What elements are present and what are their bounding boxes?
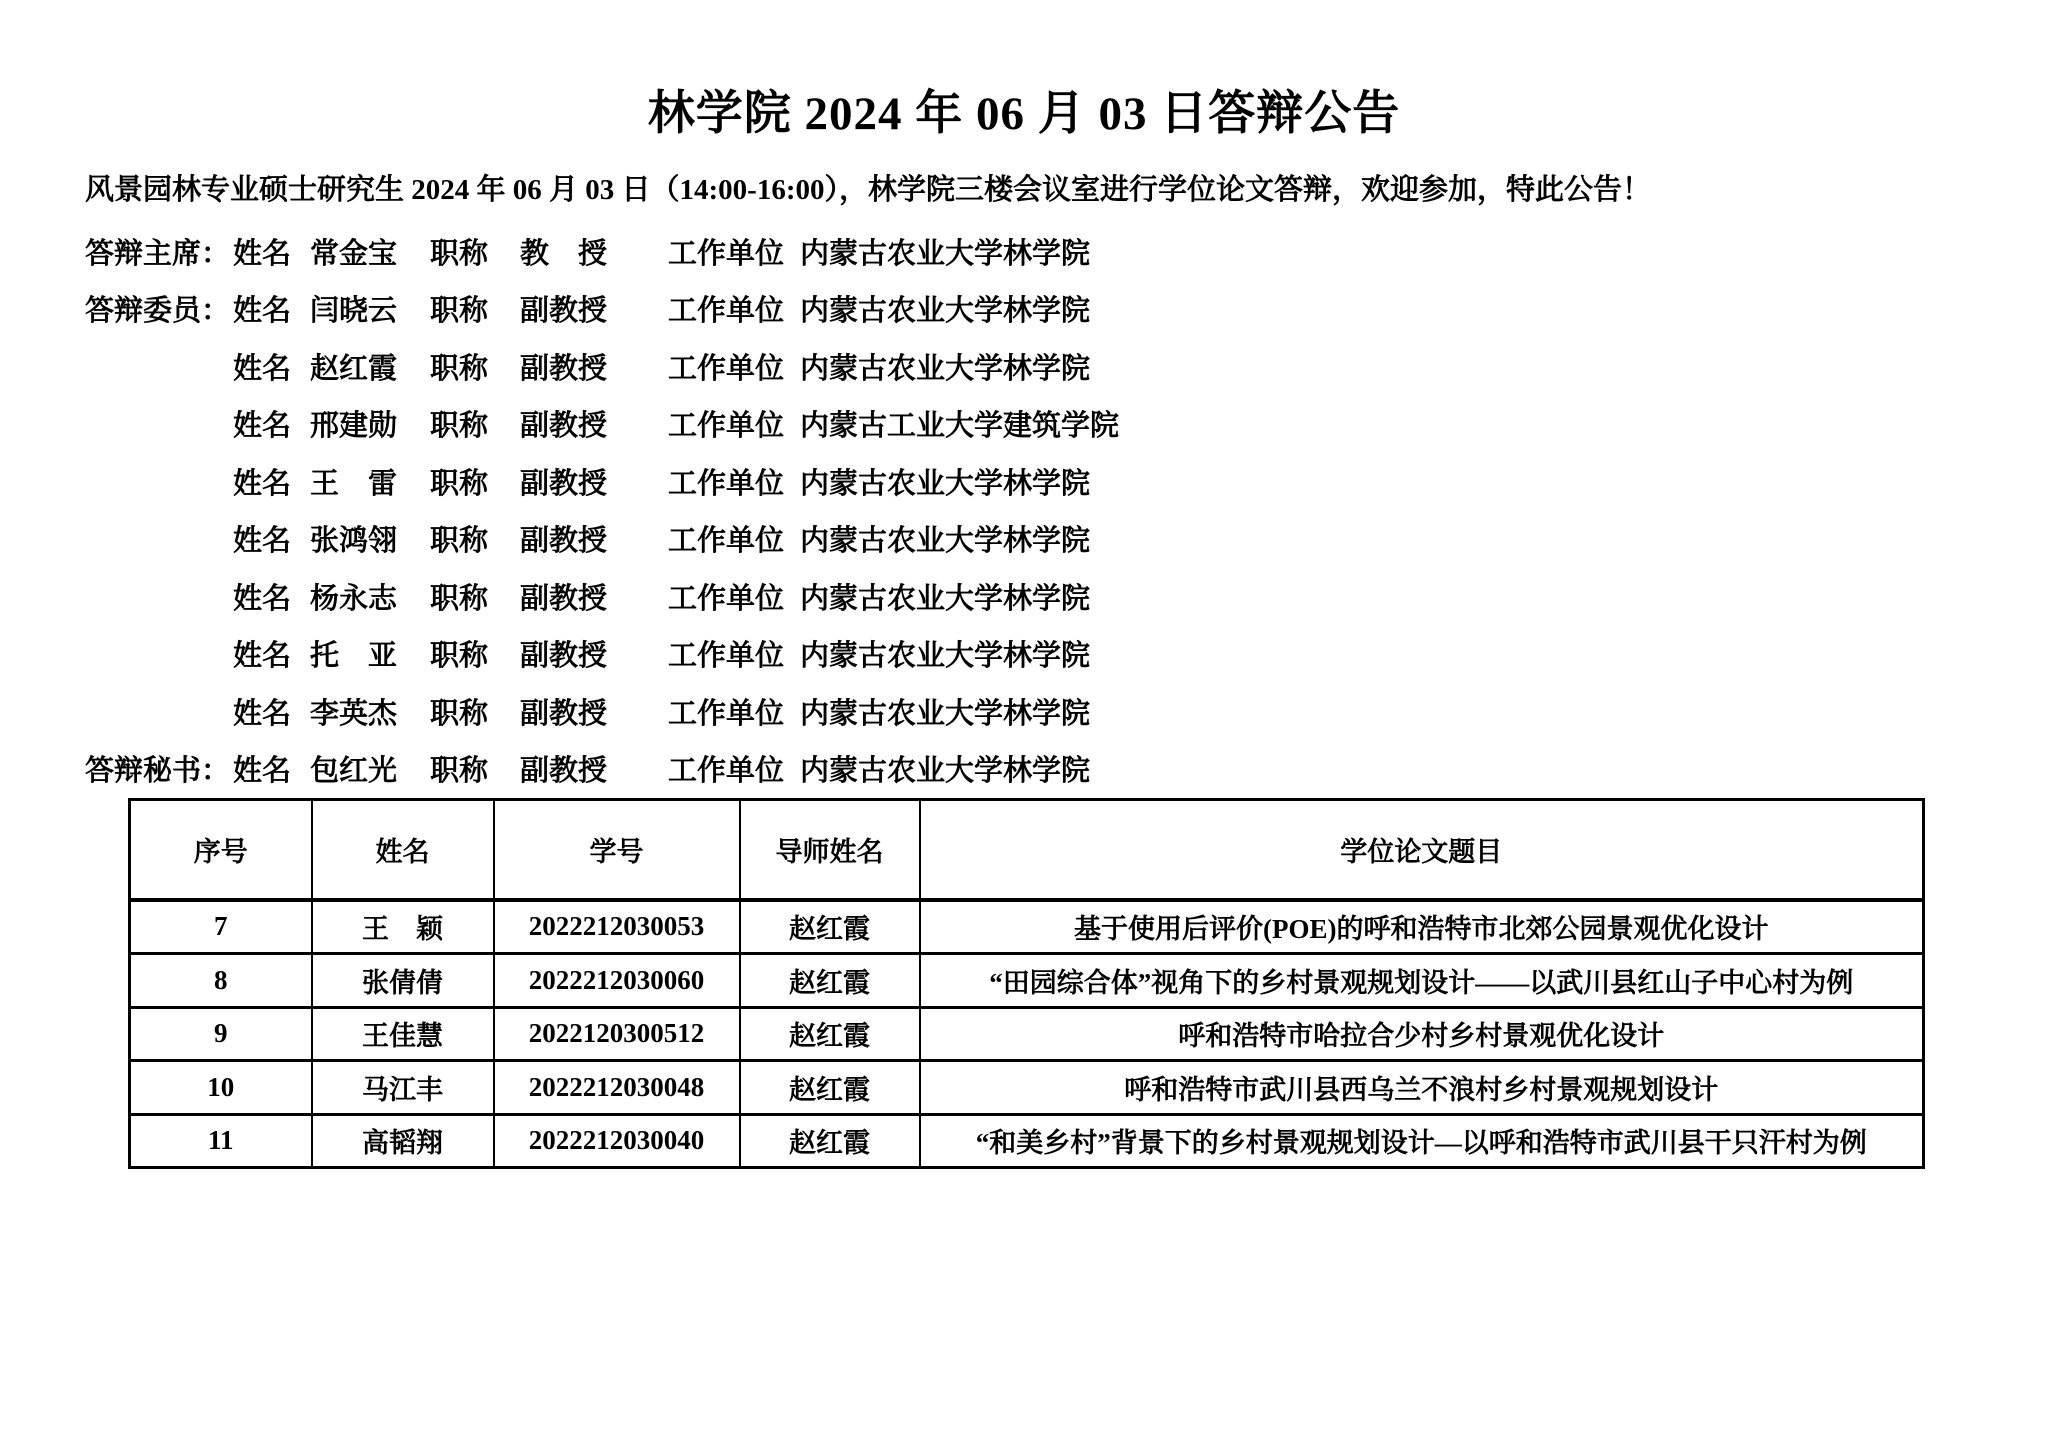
page-title: 林学院 2024 年 06 月 03 日答辩公告 [647,88,1401,140]
person-job: 副教授 [520,697,608,730]
table-row [130,954,1924,1008]
table-row [130,1061,1924,1115]
member-line [85,568,2048,626]
cell-advisor: 赵红霞 [740,954,920,1008]
cell-student-id: 2022212030060 [494,954,740,1008]
cell-advisor: 赵红霞 [740,1061,920,1115]
intro-paragraph: 风景园林专业硕士研究生 2024 年 06 月 03 日（14:00-16:00），林学院三楼会议室进行学位论文答辩，欢迎参加，特此公告！ [85,174,1651,207]
table-header-row [130,799,1924,900]
cell-index: 7 [130,900,312,954]
cell-name: 张倩倩 [312,954,494,1008]
unit-field-label: 工作单位 [668,467,785,500]
person-name: 赵红霞 [310,352,398,385]
table-row [130,1007,1924,1061]
name-field-label: 姓名 [233,582,292,615]
table-row [130,900,1924,954]
job-field-label: 职称 [430,410,489,443]
member-line [85,510,2048,568]
job-field-label: 职称 [430,525,489,558]
cell-name: 王 颖 [312,900,494,954]
member-line [85,395,2048,453]
col-header-advisor: 导师姓名 [740,799,920,900]
cell-thesis-title: 呼和浩特市哈拉合少村乡村景观优化设计 [920,1007,1924,1061]
col-header-index: 序号 [130,799,312,900]
name-field-label: 姓名 [233,755,292,788]
cell-thesis-title: “田园综合体”视角下的乡村景观规划设计——以武川县红山子中心村为例 [920,954,1924,1008]
job-field-label: 职称 [430,237,489,270]
person-name: 常金宝 [310,237,398,270]
chair-line [85,223,2048,281]
cell-index: 8 [130,954,312,1008]
cell-student-id: 2022212030053 [494,900,740,954]
role-label: 答辩主席： [85,237,231,270]
cell-advisor: 赵红霞 [740,1114,920,1168]
person-job: 副教授 [520,755,608,788]
member-line [85,338,2048,396]
name-field-label: 姓名 [233,295,292,328]
unit-field-label: 工作单位 [668,352,785,385]
person-name: 包红光 [310,755,398,788]
person-job: 副教授 [520,640,608,673]
col-header-name: 姓名 [312,799,494,900]
cell-advisor: 赵红霞 [740,1007,920,1061]
person-job: 教 授 [520,237,608,270]
cell-thesis-title: “和美乡村”背景下的乡村景观规划设计—以呼和浩特市武川县干只汗村为例 [920,1114,1924,1168]
person-unit: 内蒙古农业大学林学院 [800,582,1091,615]
member-line [85,683,2048,741]
cell-thesis-title: 呼和浩特市武川县西乌兰不浪村乡村景观规划设计 [920,1061,1924,1115]
person-unit: 内蒙古农业大学林学院 [800,640,1091,673]
cell-name: 王佳慧 [312,1007,494,1061]
person-unit: 内蒙古农业大学林学院 [800,467,1091,500]
name-field-label: 姓名 [233,697,292,730]
member-line [85,625,2048,683]
cell-advisor: 赵红霞 [740,900,920,954]
cell-name: 高韬翔 [312,1114,494,1168]
cell-name: 马江丰 [312,1061,494,1115]
person-unit: 内蒙古农业大学林学院 [800,237,1091,270]
person-name: 王 雷 [310,467,398,500]
person-name: 托 亚 [310,640,398,673]
name-field-label: 姓名 [233,352,292,385]
person-unit: 内蒙古工业大学建筑学院 [800,410,1120,443]
cell-student-id: 2022212030048 [494,1061,740,1115]
job-field-label: 职称 [430,582,489,615]
unit-field-label: 工作单位 [668,640,785,673]
role-label: 答辩委员： [85,295,231,328]
secretary-line [85,740,2048,798]
name-field-label: 姓名 [233,467,292,500]
role-label: 答辩秘书： [85,755,231,788]
cell-index: 11 [130,1114,312,1168]
person-job: 副教授 [520,410,608,443]
cell-thesis-title: 基于使用后评价(POE)的呼和浩特市北郊公园景观优化设计 [920,900,1924,954]
col-header-thesis-title: 学位论文题目 [920,799,1924,900]
person-name: 邢建勋 [310,410,398,443]
person-name: 杨永志 [310,582,398,615]
job-field-label: 职称 [430,467,489,500]
unit-field-label: 工作单位 [668,525,785,558]
member-line [85,453,2048,511]
job-field-label: 职称 [430,755,489,788]
unit-field-label: 工作单位 [668,237,785,270]
person-unit: 内蒙古农业大学林学院 [800,352,1091,385]
person-job: 副教授 [520,352,608,385]
person-unit: 内蒙古农业大学林学院 [800,295,1091,328]
person-name: 闫晓云 [310,295,398,328]
job-field-label: 职称 [430,352,489,385]
defense-roster-table [128,798,1925,1170]
cell-index: 10 [130,1061,312,1115]
unit-field-label: 工作单位 [668,295,785,328]
person-unit: 内蒙古农业大学林学院 [800,697,1091,730]
cell-student-id: 2022212030040 [494,1114,740,1168]
job-field-label: 职称 [430,697,489,730]
unit-field-label: 工作单位 [668,697,785,730]
person-job: 副教授 [520,582,608,615]
name-field-label: 姓名 [233,237,292,270]
name-field-label: 姓名 [233,640,292,673]
cell-index: 9 [130,1007,312,1061]
person-job: 副教授 [520,467,608,500]
unit-field-label: 工作单位 [668,410,785,443]
member-line [85,280,2048,338]
person-unit: 内蒙古农业大学林学院 [800,755,1091,788]
job-field-label: 职称 [430,640,489,673]
col-header-student-id: 学号 [494,799,740,900]
unit-field-label: 工作单位 [668,755,785,788]
job-field-label: 职称 [430,295,489,328]
cell-student-id: 2022120300512 [494,1007,740,1061]
person-name: 张鸿翎 [310,525,398,558]
person-unit: 内蒙古农业大学林学院 [800,525,1091,558]
committee-list [85,223,2048,798]
name-field-label: 姓名 [233,410,292,443]
person-job: 副教授 [520,295,608,328]
person-name: 李英杰 [310,697,398,730]
table-row [130,1114,1924,1168]
unit-field-label: 工作单位 [668,582,785,615]
name-field-label: 姓名 [233,525,292,558]
person-job: 副教授 [520,525,608,558]
